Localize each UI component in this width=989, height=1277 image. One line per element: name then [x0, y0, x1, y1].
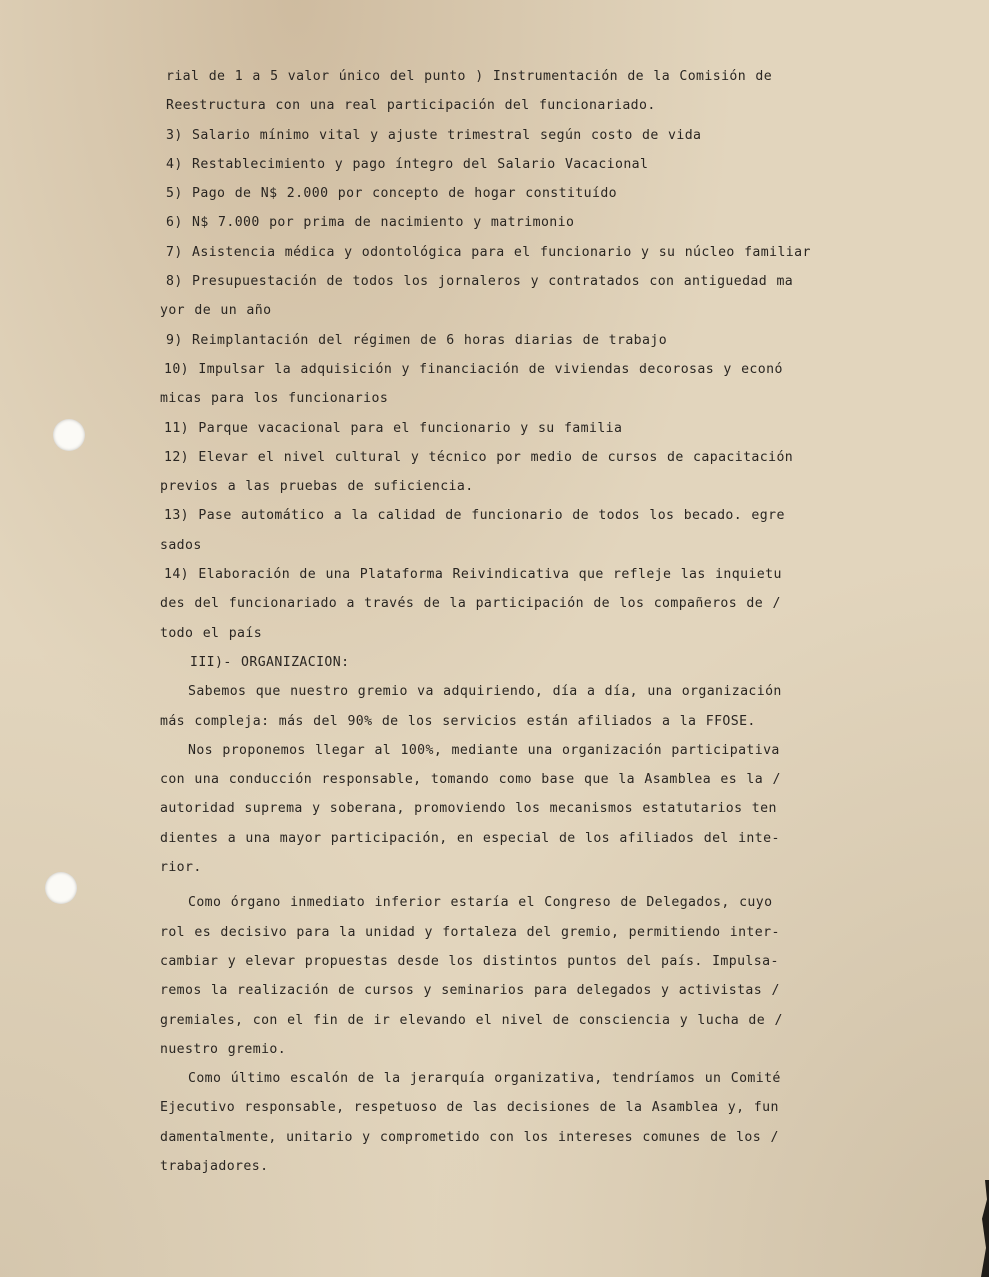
paragraph-start: Como órgano inmediato inferior estaría el Congreso de Delegados, cuyo	[188, 895, 773, 911]
punch-hole	[45, 872, 77, 904]
text-line: gremiales, con el fin de ir elevando el nivel de consciencia y lucha de /	[160, 1012, 783, 1028]
text-line: remos la realización de cursos y seminarios para delegados y activistas /	[160, 983, 780, 999]
text-line: rol es decisivo para la unidad y fortaleza del gremio, permitiendo inter-	[160, 924, 780, 940]
text-line: sados	[160, 537, 202, 553]
list-item: 8) Presupuestación de todos los jornaleros y contratados con antiguedad ma	[166, 274, 794, 290]
text-line: rial de 1 a 5 valor único del punto ) Instrumentación de la Comisión de	[166, 69, 773, 84]
paragraph-start: Nos proponemos llegar al 100%, mediante una organización participativa	[188, 742, 780, 758]
document-body	[160, 62, 850, 1181]
paragraph-start: Sabemos que nuestro gremio va adquiriendo, día a día, una organización	[188, 684, 782, 700]
text-line: nuestro gremio.	[160, 1041, 287, 1057]
list-item: 7) Asistencia médica y odontológica para el funcionario y su núcleo familiar	[166, 244, 811, 260]
text-line: todo el país	[160, 625, 263, 641]
list-item: 5) Pago de N$ 2.000 por concepto de hogar constituído	[166, 186, 617, 202]
list-item: 6) N$ 7.000 por prima de nacimiento y matrimonio	[166, 215, 575, 231]
list-item: 12) Elevar el nivel cultural y técnico por medio de cursos de capacitación	[164, 449, 794, 465]
list-item: 3) Salario mínimo vital y ajuste trimestral según costo de vida	[166, 127, 702, 143]
text-line: Reestructura con una real participación del funcionariado.	[166, 98, 656, 114]
text-line: trabajadores.	[160, 1158, 269, 1174]
text-line: dientes a una mayor participación, en especial de los afiliados del inte-	[160, 830, 780, 846]
list-item: 9) Reimplantación del régimen de 6 horas diarias de trabajo	[166, 332, 668, 348]
text-line: rior.	[160, 860, 202, 876]
text-line: Ejecutivo responsable, respetuoso de las decisiones de la Asamblea y, fun	[160, 1100, 779, 1116]
paragraph-start: Como último escalón de la jerarquía organizativa, tendríamos un Comité	[188, 1071, 781, 1087]
list-item: 4) Restablecimiento y pago íntegro del Salario Vacacional	[166, 156, 649, 172]
text-line: autoridad suprema y soberana, promoviendo los mecanismos estatutarios ten	[160, 801, 777, 817]
text-line: damentalmente, unitario y comprometido con los intereses comunes de los /	[160, 1129, 779, 1145]
text-line: previos a las pruebas de suficiencia.	[160, 479, 474, 495]
list-item: 14) Elaboración de una Plataforma Reivindicativa que refleje las inquietu	[164, 567, 782, 583]
text-line: más compleja: más del 90% de los servicios están afiliados a la FFOSE.	[160, 713, 756, 729]
text-line: des del funcionariado a través de la participación de los compañeros de /	[160, 596, 781, 612]
text-line: con una conducción responsable, tomando como base que la Asamblea es la /	[160, 772, 781, 788]
list-item: 13) Pase automático a la calidad de funcionario de todos los becado. egre	[164, 508, 785, 524]
text-line: micas para los funcionarios	[160, 391, 389, 407]
section-heading: III)- ORGANIZACION:	[190, 654, 350, 670]
text-line: yor de un año	[160, 303, 272, 319]
torn-edge	[979, 1180, 989, 1277]
list-item: 10) Impulsar la adquisición y financiación de viviendas decorosas y econó	[164, 361, 783, 377]
punch-hole	[53, 419, 85, 451]
list-item: 11) Parque vacacional para el funcionario y su familia	[164, 420, 623, 436]
text-line: cambiar y elevar propuestas desde los distintos puntos del país. Impulsa-	[160, 953, 779, 969]
